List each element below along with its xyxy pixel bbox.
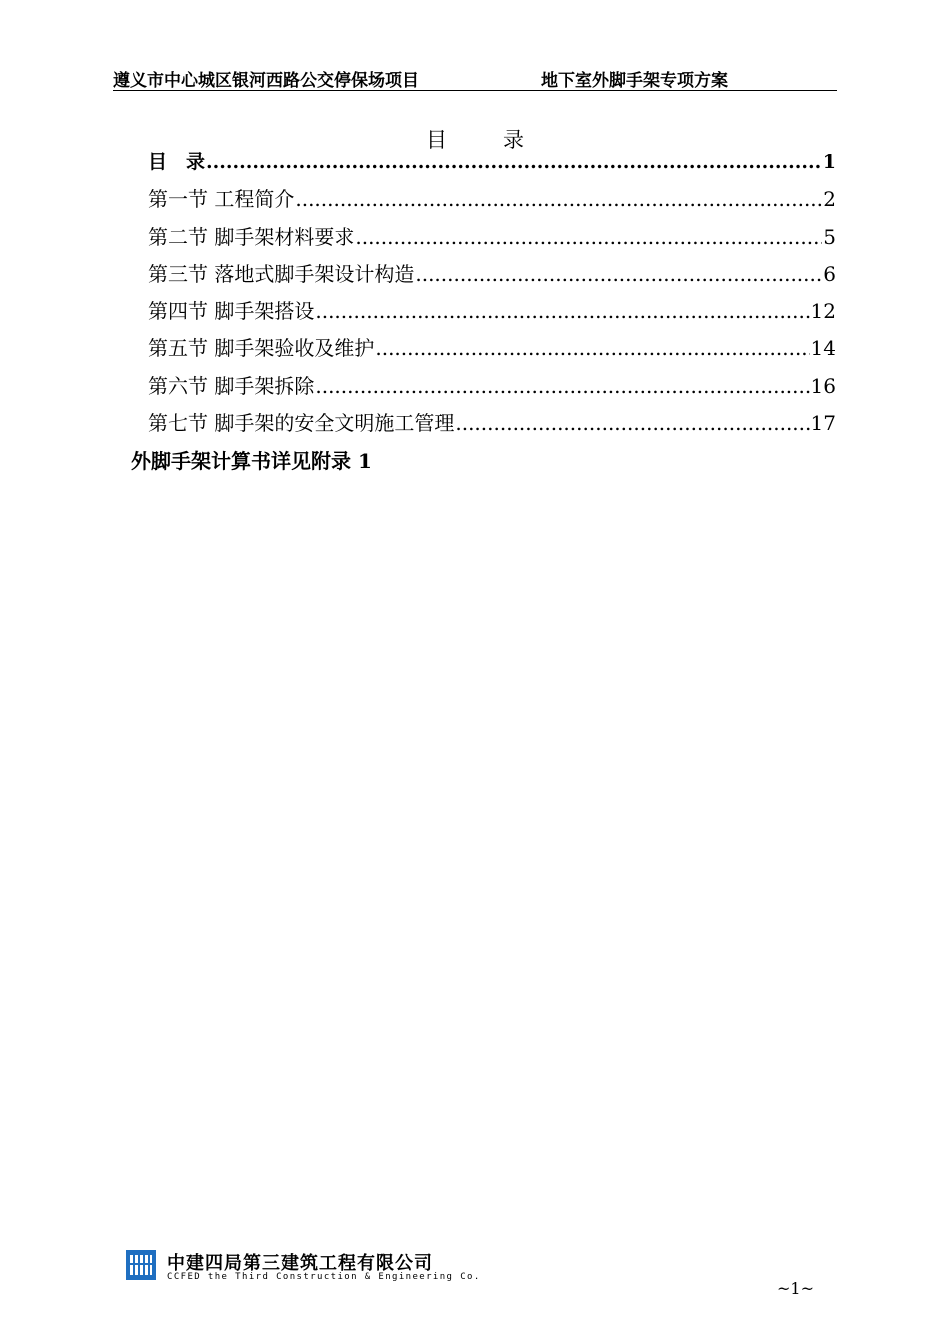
toc-entry-label: 第七节 脚手架的安全文明施工管理 — [148, 411, 455, 436]
toc-leader-dots — [315, 297, 809, 325]
toc-entry-label: 目 录 — [148, 151, 206, 173]
appendix-note: 外脚手架计算书详见附录 1 — [131, 449, 372, 473]
toc-leader-dots — [315, 372, 809, 400]
toc-leader-dots — [206, 148, 822, 176]
toc-heading-char-1: 目 — [426, 128, 475, 152]
toc-entry[interactable] — [148, 372, 836, 409]
toc-entry[interactable] — [148, 334, 836, 371]
toc-entry-label: 第六节 脚手架拆除 — [148, 373, 315, 398]
header-document-title: 地下室外脚手架专项方案 — [541, 71, 728, 91]
footer-company-name: 中建四局第三建筑工程有限公司 — [167, 1253, 433, 1274]
toc-entry-page: 6 — [823, 261, 836, 286]
page-header — [113, 64, 837, 91]
toc-entry-label: 第四节 脚手架搭设 — [148, 299, 315, 324]
toc-entry-label: 第一节 工程简介 — [148, 187, 295, 212]
toc-entry[interactable] — [148, 185, 836, 222]
toc-leader-dots — [415, 260, 822, 288]
toc-entry-label: 第五节 脚手架验收及维护 — [148, 336, 375, 361]
footer-company-english: CCFED the Third Construction & Engineering Co. — [167, 1272, 481, 1282]
toc-entry-page: 14 — [810, 336, 836, 361]
table-of-contents — [148, 148, 836, 446]
toc-entry[interactable] — [148, 409, 836, 446]
toc-leader-dots — [375, 334, 809, 362]
toc-entry-page: 5 — [823, 224, 836, 249]
page-number: ~1~ — [777, 1279, 814, 1298]
toc-leader-dots — [295, 185, 822, 213]
toc-entry[interactable] — [148, 297, 836, 334]
toc-entry-page: 17 — [810, 411, 836, 436]
toc-entry-page: 1 — [822, 151, 836, 173]
toc-entry-page: 2 — [823, 187, 836, 212]
toc-entry-page: 12 — [810, 299, 836, 324]
toc-entry[interactable] — [148, 260, 836, 297]
toc-entry-label: 第三节 落地式脚手架设计构造 — [148, 261, 415, 286]
cscec-logo-icon — [126, 1250, 156, 1280]
toc-leader-dots — [455, 409, 809, 437]
toc-entry[interactable] — [148, 148, 836, 185]
toc-entry-page: 16 — [810, 373, 836, 398]
toc-leader-dots — [355, 223, 822, 251]
header-project-name: 遵义市中心城区银河西路公交停保场项目 — [113, 71, 419, 91]
toc-entry-label: 第二节 脚手架材料要求 — [148, 224, 355, 249]
toc-entry[interactable] — [148, 223, 836, 260]
toc-heading-char-2: 录 — [503, 128, 552, 152]
